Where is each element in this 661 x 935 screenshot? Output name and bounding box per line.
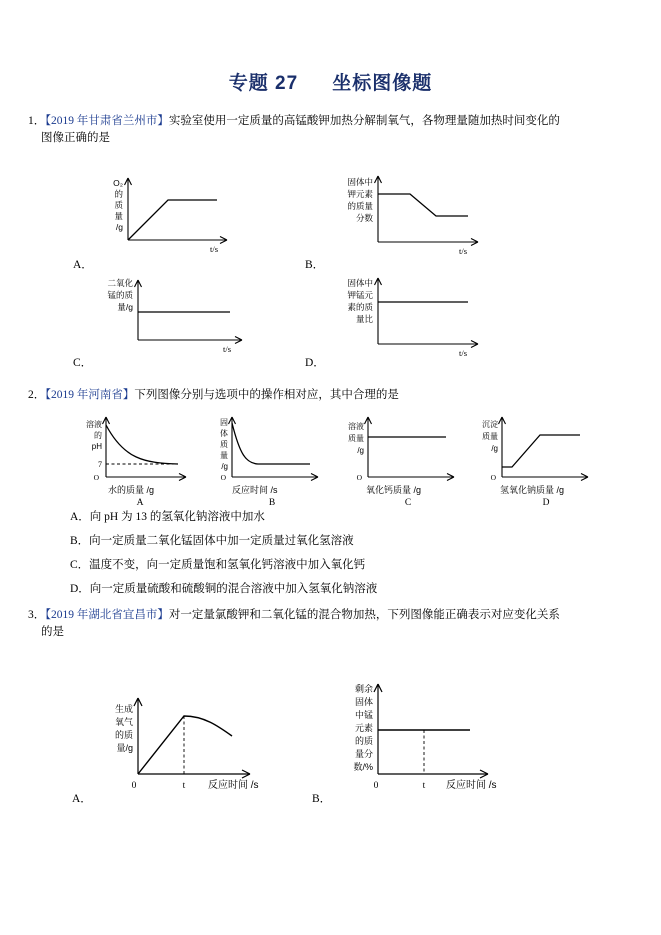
- svg-text:t: t: [422, 781, 426, 791]
- svg-text:B: B: [268, 498, 276, 506]
- svg-text:固体中: 固体中: [347, 278, 373, 288]
- question-1-number: 1．: [28, 115, 46, 127]
- question-2-choice-d: D．向一定质量硫酸和硫酸铜的混合溶液中加入氢氧化钠溶液: [70, 583, 378, 595]
- svg-text:t: t: [182, 781, 186, 791]
- figure-2b: [196, 411, 336, 506]
- svg-text:量/g: 量/g: [116, 743, 133, 753]
- question-2-source: 【2019 年河南省】: [45, 389, 135, 401]
- question-2-choice-a: A．向 pH 为 13 的氢氧化钠溶液中加水: [70, 511, 265, 523]
- figure-1a: [82, 170, 262, 255]
- figure-3b: [320, 672, 555, 802]
- page-title-sub: 坐标图像题: [332, 73, 433, 94]
- svg-text:O: O: [490, 473, 496, 482]
- question-2-text: 下列图像分别与选项中的操作相对应，其中合理的是: [134, 389, 399, 401]
- svg-text:反应时间 /s: 反应时间 /s: [446, 780, 497, 791]
- svg-text:7: 7: [98, 460, 102, 469]
- svg-text:C: C: [404, 498, 412, 506]
- svg-text:生成: 生成: [114, 704, 133, 714]
- svg-text:O: O: [93, 473, 99, 482]
- question-1-line1: [28, 113, 640, 130]
- svg-text:0: 0: [373, 781, 379, 791]
- svg-text:D: D: [542, 498, 550, 506]
- svg-text:质: 质: [220, 440, 228, 449]
- svg-text:A: A: [136, 498, 144, 506]
- question-3-source: 【2019 年湖北省宜昌市】: [45, 609, 169, 621]
- option-1b-label: B．: [305, 259, 325, 271]
- svg-text:0: 0: [131, 781, 137, 791]
- question-2-choice-c: C．温度不变，向一定质量饱和氢氧化钙溶液中加入氧化钙: [70, 559, 366, 571]
- svg-text:水的质量 /g: 水的质量 /g: [108, 485, 155, 495]
- question-1-source: 【2019 年甘肃省兰州市】: [45, 115, 169, 127]
- option-3a-label: A．: [72, 793, 92, 805]
- svg-text:反应时间 /s: 反应时间 /s: [232, 485, 278, 495]
- svg-text:质量: 质量: [482, 432, 498, 441]
- svg-text:氧化钙质量 /g: 氧化钙质量 /g: [366, 485, 422, 495]
- figure-3a: [80, 680, 305, 800]
- question-2-number: 2．: [28, 389, 46, 401]
- question-2-choice-b: B．向一定质量二氧化锰固体中加一定质量过氧化氢溶液: [70, 535, 354, 547]
- svg-text:反应时间 /s: 反应时间 /s: [208, 780, 259, 791]
- question-1-text2: 图像正确的是: [41, 132, 110, 144]
- svg-text:的: 的: [114, 189, 123, 199]
- svg-text:量: 量: [114, 211, 123, 221]
- svg-text:/g: /g: [491, 444, 498, 453]
- svg-text:/g: /g: [115, 222, 123, 232]
- svg-text:的质: 的质: [354, 736, 373, 746]
- figure-2a: [66, 411, 201, 506]
- svg-text:氢氧化钠质量 /g: 氢氧化钠质量 /g: [500, 485, 565, 495]
- svg-text:t/s: t/s: [459, 246, 468, 256]
- svg-text:固体中: 固体中: [347, 177, 373, 187]
- option-1c-label: C．: [73, 357, 93, 369]
- svg-text:溶液: 溶液: [348, 422, 364, 431]
- svg-text:O: O: [220, 473, 226, 482]
- option-3b-label: B．: [312, 793, 332, 805]
- svg-text:二氧化: 二氧化: [107, 278, 133, 288]
- question-3-line2: [41, 624, 641, 641]
- figure-1d: [318, 272, 503, 364]
- svg-text:/g: /g: [221, 462, 228, 471]
- svg-text:锰的质: 锰的质: [107, 290, 133, 300]
- page-title-main: 专题 27: [228, 73, 299, 94]
- svg-text:固体: 固体: [354, 697, 373, 707]
- svg-text:/g: /g: [357, 446, 364, 455]
- figure-2d: [460, 411, 610, 506]
- question-1-text: 实验室使用一定质量的高锰酸钾加热分解制氧气，各物理量随加热时间变化的: [168, 115, 560, 127]
- option-1a-label: A．: [73, 259, 93, 271]
- svg-text:pH: pH: [91, 442, 102, 451]
- svg-text:钾锰元: 钾锰元: [347, 290, 373, 300]
- figure-1b: [318, 168, 503, 260]
- svg-text:质: 质: [114, 200, 123, 210]
- svg-text:t/s: t/s: [459, 348, 468, 358]
- question-2-line1: [28, 387, 640, 404]
- svg-text:元素: 元素: [354, 723, 373, 733]
- svg-text:溶液: 溶液: [86, 420, 102, 429]
- svg-text:量: 量: [220, 451, 228, 460]
- svg-text:t/s: t/s: [223, 344, 232, 354]
- svg-text:素的质: 素的质: [347, 302, 373, 312]
- question-3-text2: 的是: [41, 626, 64, 638]
- svg-text:分数: 分数: [355, 213, 373, 223]
- svg-text:钾元素: 钾元素: [347, 189, 373, 199]
- svg-text:数/%: 数/%: [353, 762, 373, 772]
- svg-text:的质: 的质: [114, 730, 133, 740]
- figure-2c: [328, 411, 473, 506]
- figure-1c: [82, 272, 267, 357]
- svg-text:剩余: 剩余: [354, 684, 373, 694]
- question-3-line1: [28, 607, 644, 624]
- page-title: [0, 68, 661, 95]
- svg-text:氧气: 氧气: [114, 717, 133, 727]
- svg-text:O₂: O₂: [113, 178, 123, 188]
- svg-text:的质量: 的质量: [347, 201, 373, 211]
- option-1d-label: D．: [305, 357, 325, 369]
- question-3-number: 3．: [28, 609, 46, 621]
- svg-text:量分: 量分: [354, 749, 373, 759]
- question-1-line2: [41, 130, 641, 147]
- svg-text:体: 体: [220, 429, 228, 438]
- svg-text:量比: 量比: [355, 314, 373, 324]
- svg-text:沉淀: 沉淀: [482, 420, 498, 429]
- question-3-text: 对一定量氯酸钾和二氧化锰的混合物加热，下列图像能正确表示对应变化关系: [168, 609, 560, 621]
- svg-text:量/g: 量/g: [117, 302, 133, 312]
- svg-text:O: O: [356, 473, 362, 482]
- svg-text:中锰: 中锰: [354, 710, 373, 720]
- svg-text:固: 固: [220, 418, 228, 427]
- svg-text:的: 的: [94, 431, 102, 440]
- svg-text:质量: 质量: [348, 434, 364, 443]
- svg-text:t/s: t/s: [210, 244, 219, 254]
